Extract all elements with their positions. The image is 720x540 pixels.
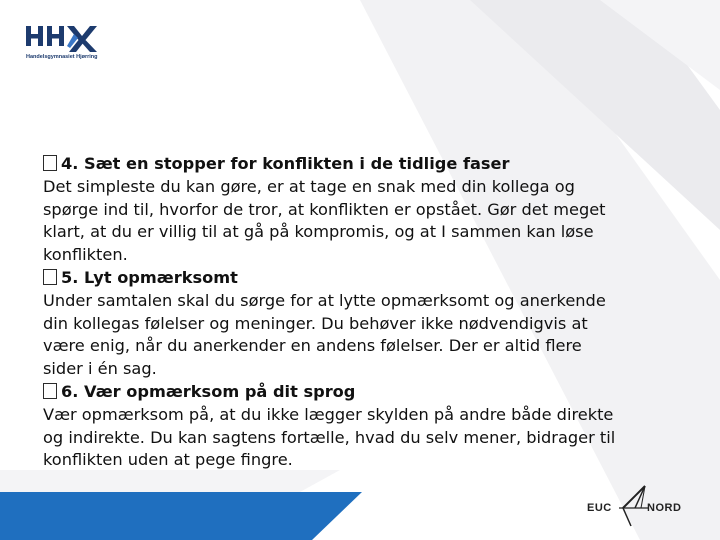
- slide-content: [43, 153, 675, 472]
- logo-subtitle: Handelsgymnasiet Hjørring: [26, 54, 98, 60]
- checkbox-bullet-icon: [43, 383, 57, 399]
- section-heading-text: 4. Sæt en stopper for konflikten i de tidlige faser: [61, 154, 510, 173]
- section-heading: [43, 381, 675, 404]
- section-heading: [43, 153, 675, 176]
- euc-logo-left-text: EUC: [587, 502, 612, 514]
- hhx-logo: [26, 24, 116, 66]
- hhx-logo-mark: [26, 24, 100, 52]
- section-body: Under samtalen skal du sørge for at lytte opmærksomt og anerkende din kollegas følelser og meninger. Du behøver ikke nødvendigvis at være enig, når du anerkender en andens følelser. Der er altid flere sider i én sag.: [43, 290, 606, 379]
- euc-logo-right-text: NORD: [647, 502, 682, 514]
- section-heading-text: 6. Vær opmærksom på dit sprog: [61, 381, 356, 401]
- checkbox-bullet-icon: [43, 269, 57, 285]
- section-body: Vær opmærksom på, at du ikke lægger skylden på andre både direkte og indirekte. Du kan sagtens fortælle, hvad du selv mener, bidrager til konflikten uden at pege fingre.: [43, 404, 616, 470]
- section-heading-text: 5. Lyt opmærksomt: [61, 267, 238, 287]
- euc-nord-logo: [583, 480, 698, 532]
- checkbox-bullet-icon: [43, 155, 57, 171]
- section-body: Det simpleste du kan gøre, er at tage en snak med din kollega og spørge ind til, hvorfor de tror, at konflikten er opstået. Gør det meget klart, at du er villig til at gå på kompromis, og at I sammen kan løse konflikten.: [43, 176, 606, 265]
- section-heading: [43, 267, 675, 290]
